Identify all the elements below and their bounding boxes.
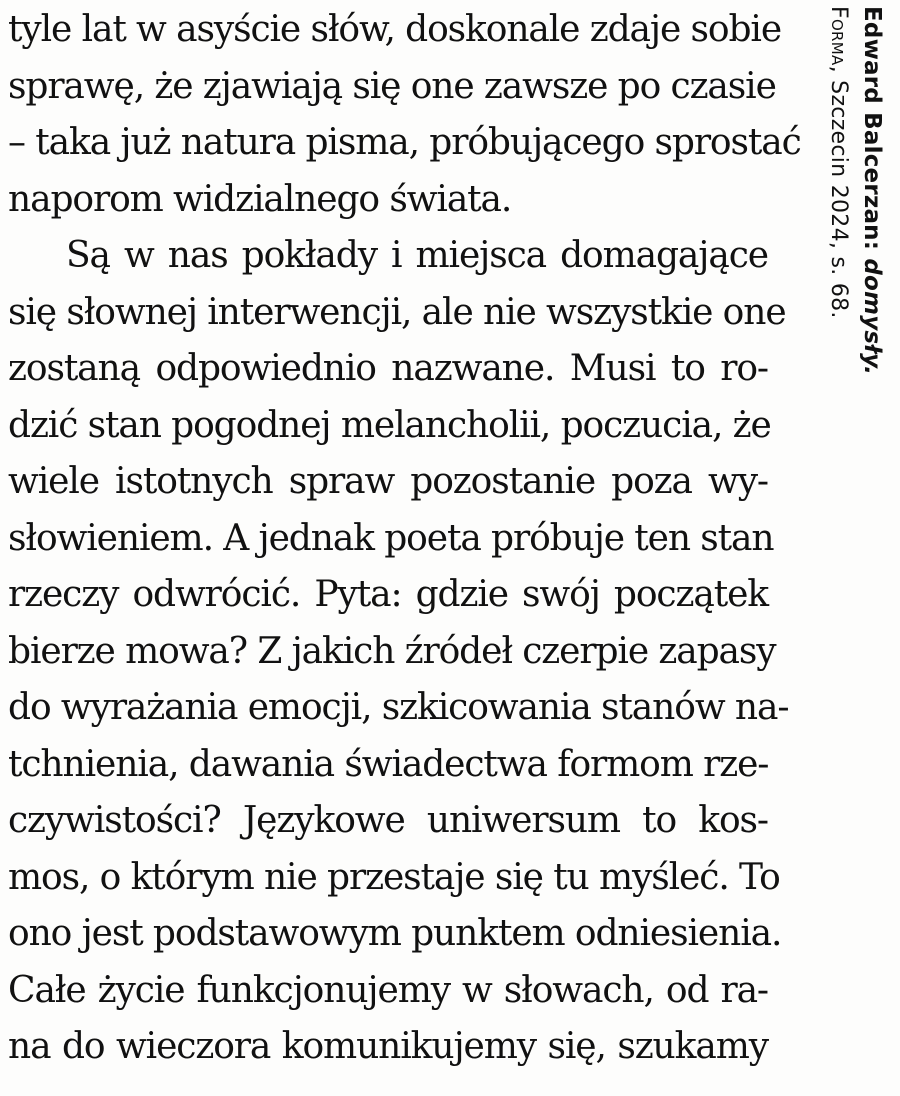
- citation-sidebar: [822, 6, 890, 426]
- citation-author-title: [854, 6, 890, 426]
- text-line: mos, o którym nie przestaje się tu myśleć. To: [8, 856, 780, 898]
- text-line: tchnienia, dawania świadectwa formom rze-: [8, 743, 769, 785]
- text-line: rzeczy odwrócić. Pyta: gdzie swój początek: [8, 574, 768, 615]
- paragraph-first-line: Są w nas pokłady i miejsca domagające: [66, 235, 768, 276]
- text-line: tyle lat w asyście słów, doskonale zdaje sobie: [8, 9, 782, 50]
- text-line: się słownej interwencji, ale nie wszystkie one: [8, 291, 786, 333]
- citation-publisher: Forma: [826, 6, 851, 66]
- citation-book-title: domysły.: [859, 258, 885, 376]
- text-line: czywistości? Językowe uniwersum to kos-: [8, 800, 768, 841]
- text-line: na do wieczora komunikujemy się, szukamy: [8, 1026, 768, 1067]
- citation-author: Edward Balcerzan:: [859, 6, 885, 259]
- body-text: [8, 2, 801, 1076]
- text-line: bierze mowa? Z jakich źródeł czerpie zapasy: [8, 630, 776, 672]
- text-line: naporom widzialnego świata.: [8, 178, 512, 220]
- text-line: wiele istotnych spraw pozostanie poza wy-: [8, 461, 768, 502]
- text-line: sprawę, że zjawiają się one zawsze po czasie: [8, 65, 776, 107]
- text-line: ono jest podstawowym punktem odniesienia.: [8, 913, 782, 954]
- text-line: słowieniem. A jednak poeta próbuje ten stan: [8, 517, 774, 559]
- text-line: zostaną odpowiednio nazwane. Musi to ro-: [8, 348, 768, 389]
- text-line: do wyrażania emocji, szkicowania stanów na-: [8, 687, 789, 728]
- text-line: Całe życie funkcjonujemy w słowach, od ra-: [8, 969, 768, 1011]
- citation-publication: [822, 6, 854, 426]
- text-line: dzić stan pogodnej melancholii, poczucia, że: [8, 404, 771, 446]
- text-line: – taka już natura pisma, próbującego sprostać: [8, 122, 801, 163]
- citation-place-year-page: , Szczecin 2024, s. 68.: [826, 65, 851, 319]
